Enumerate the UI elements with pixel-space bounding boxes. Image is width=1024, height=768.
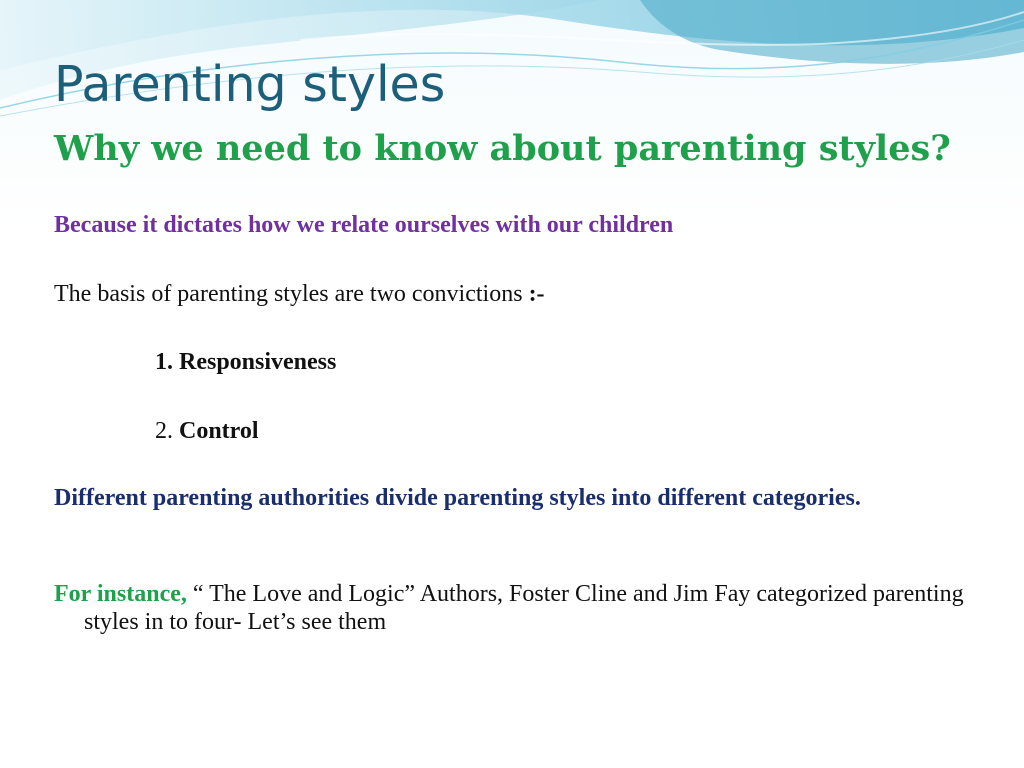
list-item-control [155,417,259,445]
because-paragraph: Because it dictates how we relate ourselves with our children [54,212,674,238]
list-item-label: Control [179,418,259,444]
basis-colon: :- [528,281,545,307]
instance-lead: For instance, [54,581,187,607]
instance-text: “ The Love and Logic” Authors, Foster Cline and Jim Fay categorized parenting styles in to four- Let’s see them [84,581,964,635]
basis-text: The basis of parenting styles are two convictions [54,281,529,307]
slide-title: Parenting styles [54,56,446,113]
basis-paragraph [54,280,545,308]
slide-subtitle: Why we need to know about parenting styles? [54,128,951,169]
list-item-responsiveness: 1. Responsiveness [155,349,337,375]
authorities-paragraph: Different parenting authorities divide parenting styles into different categories. [54,485,861,511]
list-item-number: 2. [155,418,179,444]
instance-paragraph [54,580,984,636]
